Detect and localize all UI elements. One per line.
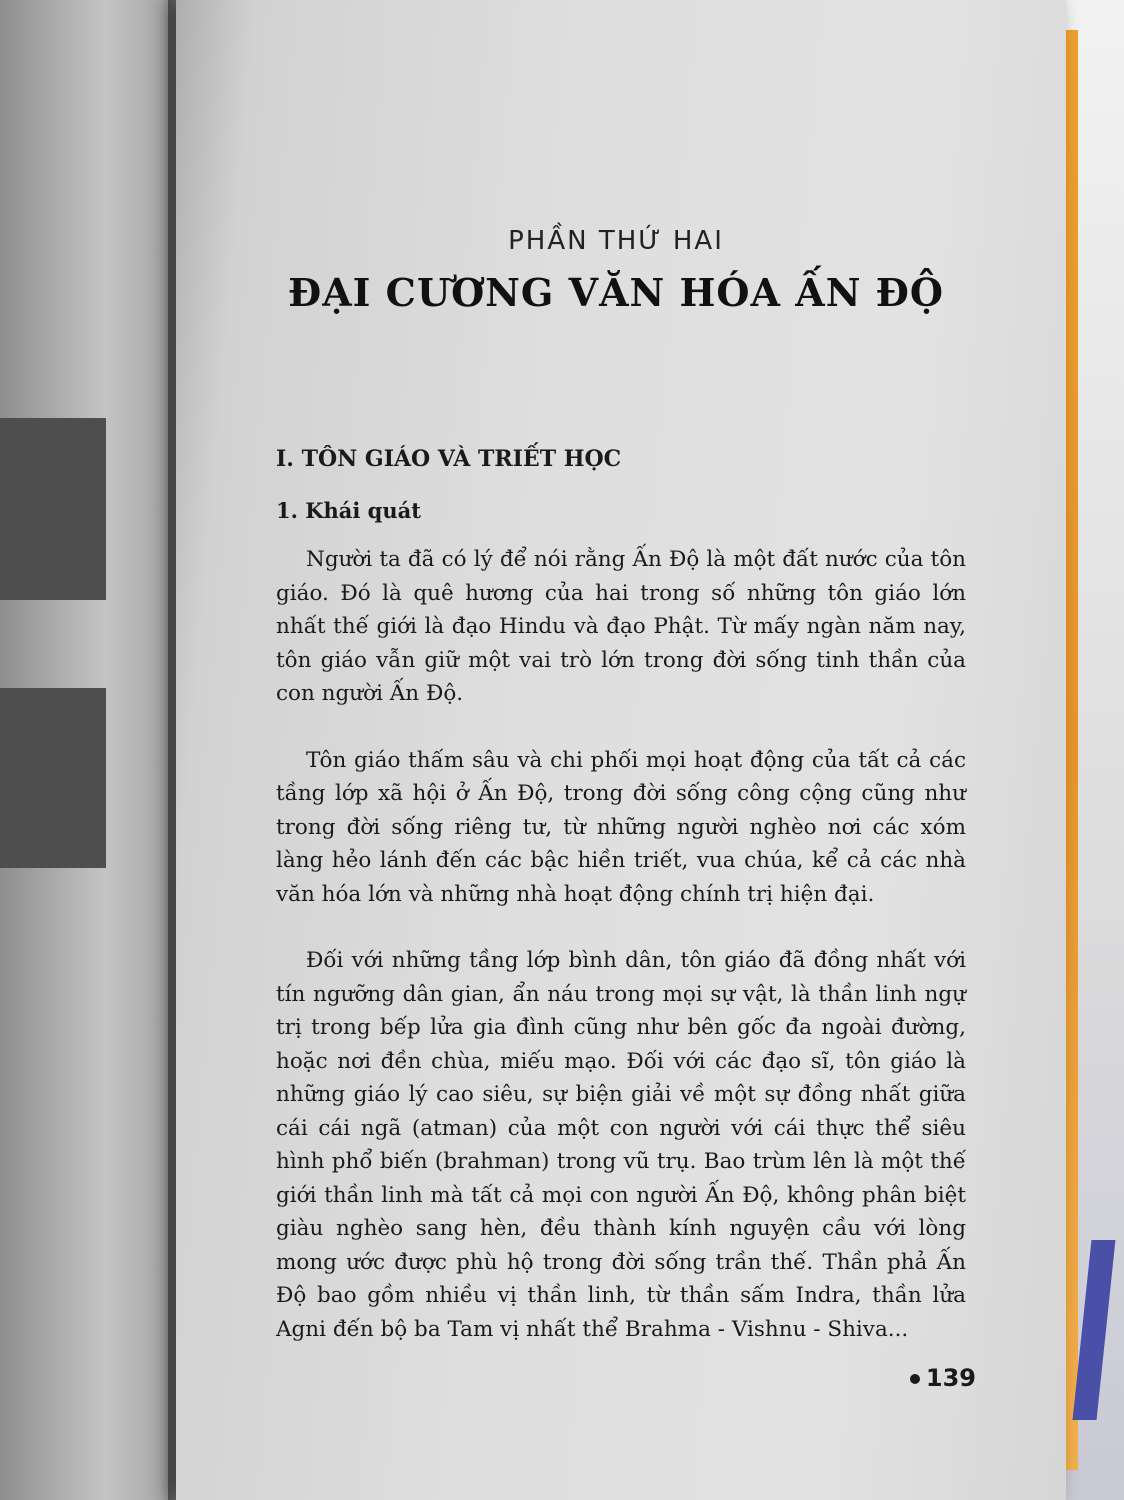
section-heading: I. TÔN GIÁO VÀ TRIẾT HỌC xyxy=(276,446,622,472)
left-page-image-block xyxy=(0,688,106,868)
subsection-heading: 1. Khái quát xyxy=(276,498,421,523)
book-cover-edge xyxy=(1066,30,1078,1470)
paragraph: Người ta đã có lý để nói rằng Ấn Độ là một đất nước của tôn giáo. Đó là quê hương của hai trong số những tôn giáo lớn nhất thế giới là đạo Hindu và đạo Phật. Từ mấy ngàn năm nay, tôn giáo vẫn giữ một vai trò lớn trong đời sống tinh thần của con người Ấn Độ. xyxy=(276,547,966,706)
page-number-value: 139 xyxy=(925,1364,976,1392)
page-number xyxy=(910,1364,976,1392)
paragraph: Đối với những tầng lớp bình dân, tôn giáo đã đồng nhất với tín ngưỡng dân gian, ẩn náu trong mọi sự vật, là thần linh ngự trị trong bếp lửa gia đình cũng như bên gốc đa ngoài đường, hoặc nơi đền chùa, miếu mạo. Đối với các đạo sĩ, tôn giáo là những giáo lý cao siêu, sự biện giải về một sự đồng nhất giữa cái cái ngã (atman) của một con người với cái thực thể siêu hình phổ biến (brahman) trong vũ trụ. Bao trùm lên là một thế giới thần linh mà tất cả mọi con người Ấn Độ, không phân biệt giàu nghèo sang hèn, đều thành kính nguyện cầu với lòng mong ước được phù hộ trong đời sống trần thế. Thần phả Ấn Độ bao gồm nhiều vị thần linh, từ thần sấm Indra, thần lửa Agni đến bộ ba Tam vị nhất thể Brahma - Vishnu - Shiva... xyxy=(276,948,966,1342)
bullet-icon xyxy=(910,1374,920,1384)
body-text xyxy=(276,543,966,1379)
book-page xyxy=(176,0,1066,1500)
page-content xyxy=(266,0,976,1500)
previous-page xyxy=(0,0,190,1500)
part-title: PHẦN THỨ HAI xyxy=(508,226,724,256)
chapter-title: ĐẠI CƯƠNG VĂN HÓA ẤN ĐỘ xyxy=(287,270,944,315)
paragraph: Tôn giáo thấm sâu và chi phối mọi hoạt động của tất cả các tầng lớp xã hội ở Ấn Độ, trong đời sống công cộng cũng như trong đời sống riêng tư, từ những người nghèo nơi các xóm làng hẻo lánh đến các bậc hiền triết, vua chúa, kể cả các nhà văn hóa lớn và những nhà hoạt động chính trị hiện đại. xyxy=(276,747,966,907)
left-page-image-block xyxy=(0,418,106,600)
